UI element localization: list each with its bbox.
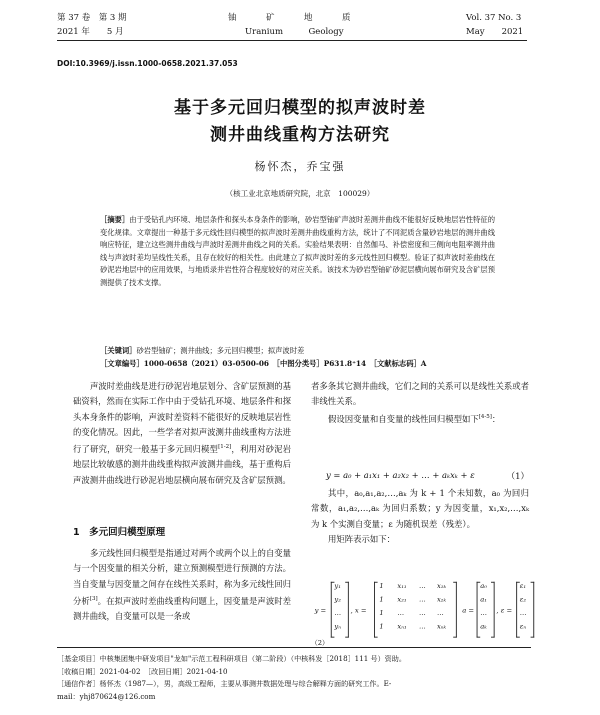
y-entry: y₁: [334, 581, 341, 590]
x-cell: x₁₁: [397, 581, 407, 590]
x-cell: x₁ₖ: [437, 581, 446, 590]
equation-1: [326, 470, 529, 480]
keywords-label: ［关键词］: [100, 346, 137, 355]
dates-note: ［收稿日期］2021-04-02 ［改回日期］2021-04-10: [57, 666, 228, 676]
equation-2: [311, 580, 527, 647]
y-bracket-right: [345, 582, 349, 638]
x-cell: x₂ₖ: [437, 595, 446, 604]
matrix-intro: 用矩阵表示如下：: [328, 533, 395, 544]
classification-line: ［文章编号］1000-0658（2021）03-0500-06 ［中图分类号］P631.8⁺14 ［文献标志码］A: [100, 358, 427, 368]
authors: 杨怀杰，乔宝强: [254, 160, 346, 173]
a-entry: …: [480, 608, 487, 617]
model-paragraph: [311, 410, 529, 427]
left-column-section: [73, 546, 291, 624]
eps-bracket-right: [531, 582, 535, 638]
volume-issue: 第 37 卷 第 3 期: [57, 13, 127, 23]
continuation-paragraph: 者多条其它测井曲线，它们之间的关系可以是线性关系或者非线性关系。: [311, 381, 529, 407]
eps-entry: ε₂: [519, 595, 527, 604]
x-cell: x₂₁: [397, 595, 407, 604]
a-label: a =: [462, 606, 475, 615]
x-bracket-left: [374, 582, 378, 638]
funding-note: ［基金项目］中核集团集中研发项目"龙如"示范工程科研项目（第二阶段）（中核科发［2018］111 号）资助。: [57, 654, 406, 663]
issue-date: 2021 年 5 月: [57, 27, 124, 37]
doi: DOI:10.3969/j.issn.1000-0658.2021.37.053: [57, 59, 238, 68]
eq2-number-holder: [478, 578, 538, 588]
eps-label: , ε =: [496, 606, 513, 615]
citation: [3]: [89, 595, 98, 602]
eps-entry: εₙ: [519, 622, 527, 631]
equation-1-number: （1）: [506, 472, 529, 482]
y-entry: yₙ: [334, 622, 341, 631]
x-cell: 1: [379, 608, 384, 617]
abstract-text: 由于受钻孔内环境、地层条件和探头本身条件的影响，砂岩型铀矿声波时差测井曲线不能很好反映地层岩性特征的变化规律。文章提出一种基于多元线性回归模型的拟声波时差测井曲线重构方法，统计了不同泥质含量砂岩地层的测井曲线响应特征，建立这些测井曲线与声波时差测井曲线之间的关系。实验结果表明：自然伽马、补偿密度和三侧向电阻率测井曲线与声波时差均呈线性关系，且存在较好的相关性。由此建立了拟声波时差的多元线性回归模型。验证了拟声波时差曲线在砂泥岩地层中的应用效果，与地质录井岩性符合程度较好的对应关系。该技术为砂岩型铀矿砂泥层横向展布研究及含矿层预测提供了技术支撑。: [100, 215, 496, 287]
equation-1-body: y = a₀ + a₁x₁ + a₂x₂ + … + aₖxₖ + ε: [326, 470, 475, 480]
right-column-mid: [311, 486, 529, 547]
y-label: y =: [314, 606, 327, 615]
x-cell: …: [437, 608, 444, 617]
section-text: 多元线性回归模型是指通过对两个或两个以上的自变量与一个因变量的相关分析，建立预测模型进行预测的方法。当自变量与因变量之间存在线性关系时，称为多元线性回归分析: [73, 548, 291, 606]
a-entry: aₖ: [480, 622, 487, 631]
keywords-text: 砂岩型铀矿；测井曲线；多元回归模型；拟声波时差: [136, 346, 305, 355]
x-cell: xₙₖ: [437, 622, 447, 631]
journal-name-cn: 铀 矿 地 质: [228, 13, 352, 23]
keywords-block: [100, 345, 495, 370]
running-header: [0, 10, 600, 38]
section-heading: 1 多元回归模型原理: [73, 527, 166, 538]
x-cell: 1: [379, 595, 384, 604]
section-paragraph: [73, 546, 291, 624]
section-text-end: 。在拟声波时差曲线重构问题上，因变量是声波时差测井曲线，自变量可以是一条或: [73, 595, 292, 621]
journal-name-en: Uranium Geology: [245, 27, 344, 37]
left-column: [73, 379, 291, 488]
citation: [1-2]: [218, 444, 232, 451]
x-cell: …: [419, 608, 426, 617]
y-entry: …: [334, 608, 342, 617]
intro-text: 声波时差曲线是进行砂泥岩地层划分、含矿层预测的基础资料，然而在实际工作中由于受钻孔环境、地层条件和探头本身条件的影响，声波时差资料不能很好的反映地层岩性的变化情况。因此，一些学者对拟声波测井曲线重构方法进行了研究，研究一般基于多元回归模型: [73, 381, 291, 454]
x-cell: …: [419, 581, 426, 590]
x-cell: 1: [379, 581, 384, 590]
x-label: , x =: [350, 606, 367, 615]
intro-text-end: ，利用对砂泥岩地层比较敏感的测井曲线重构拟声波测井曲线，基于重构后声波测井曲线进行砂泥岩地层横向展布研究及含矿层预测。: [73, 443, 292, 485]
variables-paragraph: 其中，a₀,a₁,a₂,…,aₖ 为 k + 1 个未知数，a₀ 为回归常数，a₁,a₂,…,aₖ 为回归系数；y 为因变量，x₁,x₂,…,xₖ 为 k 个实测自变量；ε 为随机误差（残差）。: [311, 488, 529, 529]
abstract: [100, 214, 495, 290]
right-column-top: [311, 379, 529, 427]
model-text: 假设因变量和自变量的线性回归模型如下: [328, 413, 479, 424]
header-rule: [57, 40, 527, 41]
paper-title-line2: 测井曲线重构方法研究: [210, 125, 390, 145]
equation-2-number: （2）: [311, 638, 329, 647]
abstract-label: ［摘要］: [100, 215, 130, 224]
eps-entry: ε₁: [519, 581, 527, 590]
intro-paragraph: [73, 379, 291, 488]
paper-title-line1: 基于多元回归模型的拟声波时差: [174, 98, 426, 118]
issue-date-en: May 2021: [466, 27, 524, 37]
a-entry: a₁: [480, 595, 487, 604]
affiliation: （核工业北京地质研究院，北京 100029）: [225, 189, 375, 198]
author-note: ［通信作者］杨怀杰（1987—），男，高级工程师，主要从事测井数据处理与综合解释方面的研究工作。E-: [57, 679, 392, 689]
footnote-rule: [57, 647, 531, 648]
x-bracket-right: [453, 582, 457, 638]
x-cell: xₙ₁: [397, 622, 407, 631]
eps-entry: …: [519, 608, 527, 617]
a-bracket-right: [491, 582, 495, 638]
x-cell: …: [397, 608, 405, 617]
footnotes: [57, 653, 531, 703]
citation: [4-5]: [478, 413, 492, 420]
model-text-end: ：: [491, 413, 501, 424]
a-entry: a₀: [480, 581, 487, 590]
x-cell: 1: [379, 622, 384, 631]
volume-issue-en: Vol. 37 No. 3: [466, 13, 522, 23]
x-cell: …: [419, 622, 426, 631]
author-email: mail：yhj870624@126.com: [57, 691, 156, 701]
x-cell: …: [419, 595, 426, 604]
y-entry: y₂: [334, 595, 341, 604]
